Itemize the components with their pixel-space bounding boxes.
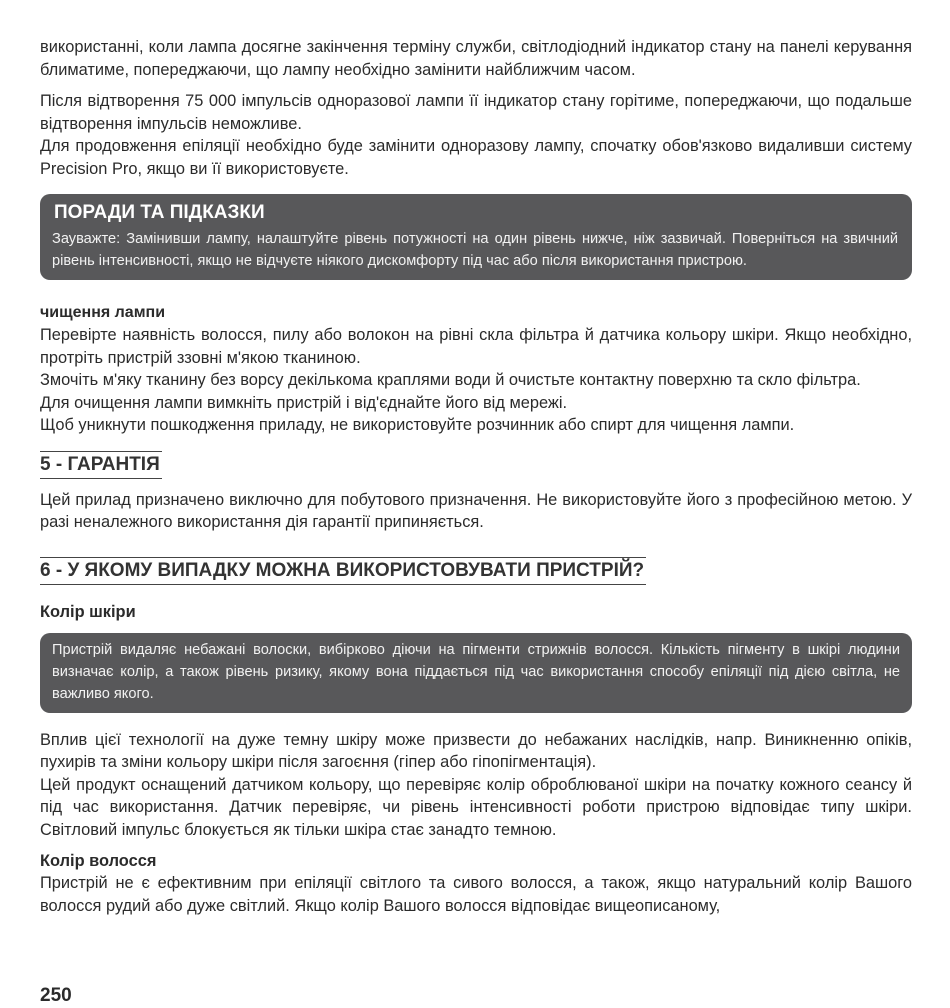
skin-color-heading: Колір шкіри — [40, 602, 136, 621]
section-5-title: 5 - ГАРАНТІЯ — [40, 451, 162, 479]
intro-paragraph-2: Після відтворення 75 000 імпульсів одноразової лампи її індикатор стану горітиме, попереджаючи, що подальше відтворення імпульсів неможливе. — [40, 92, 912, 133]
tips-text: Зауважте: Замінивши лампу, налаштуйте рівень потужності на один рівень нижче, ніж зазвичай. Поверніться на звичний рівень інтенсивності, якщо не відчуєте ніякого дискомфорту під час або після використання пристрою. — [52, 231, 898, 269]
tips-title: ПОРАДИ ТА ПІДКАЗКИ — [54, 202, 265, 223]
intro-paragraph-1: використанні, коли лампа досягне закінчення терміну служби, світлодіодний індикатор стану на панелі керування блиматиме, попереджаючи, що лампу необхідно замінити найближчим часом. — [40, 38, 912, 79]
cleaning-heading: чищення лампи — [40, 304, 166, 321]
skin-note-box — [40, 633, 912, 713]
cleaning-line-1: Перевірте наявність волосся, пилу або волокон на рівні скла фільтра й датчика кольору шкіри. Якщо необхідно, протріть пристрій ззовні м'якою тканиною. — [40, 326, 912, 367]
skin-paragraph-2: Цей продукт оснащений датчиком кольору, що перевіряє колір оброблюваної шкіри на початку кожного сеансу й під час використання. Датчик перевіряє, чи рівень інтенсивності роботи пристрою відповідає типу шкіри. Світловий імпульс блокується як тільки шкіра стає занадто темною. — [40, 775, 912, 839]
page-number: 250 — [40, 985, 72, 1006]
cleaning-line-2: Змочіть м'яку тканину без ворсу декількома краплями води й очистьте контактну поверхню та скло фільтра. — [40, 371, 861, 389]
hair-color-text: Пристрій не є ефективним при епіляції світлого та сивого волосся, а також, якщо натуральний колір Вашого волосся рудий або дуже світлий. Якщо колір Вашого волосся відповідає вищеописаному, — [40, 874, 912, 915]
section-6-title: 6 - У ЯКОМУ ВИПАДКУ МОЖНА ВИКОРИСТОВУВАТИ ПРИСТРІЙ? — [40, 557, 646, 585]
section-5-text: Цей прилад призначено виключно для побутового призначення. Не використовуйте його з професійною метою. У разі неналежного використання дія гарантії припиняється. — [40, 490, 912, 531]
document-page — [40, 36, 912, 917]
tips-box — [40, 194, 912, 280]
intro-paragraph-3: Для продовження епіляції необхідно буде замінити одноразову лампу, спочатку обов'язково видаливши систему Precision Pro, якщо ви її використовуєте. — [40, 137, 912, 178]
hair-color-heading: Колір волосся — [40, 852, 157, 870]
cleaning-line-4: Щоб уникнути пошкодження приладу, не використовуйте розчинник або спирт для чищення лампи. — [40, 416, 795, 434]
skin-note-text: Пристрій видаляє небажані волоски, вибірково діючи на пігменти стрижнів волосся. Кількість пігменту в шкірі людини визначає колір, а також рівень ризику, якому вона піддається під час використання способу епіляції під дією світла, не важливо якого. — [52, 641, 900, 702]
cleaning-line-3: Для очищення лампи вимкніть пристрій і від'єднайте його від мережі. — [40, 393, 568, 412]
skin-paragraph-1: Вплив цієї технології на дуже темну шкіру може призвести до небажаних наслідків, напр. Виникненню опіків, пухирів та зміни кольору шкіри після загоєння (гіпер або гіпопігментація). — [40, 730, 912, 771]
